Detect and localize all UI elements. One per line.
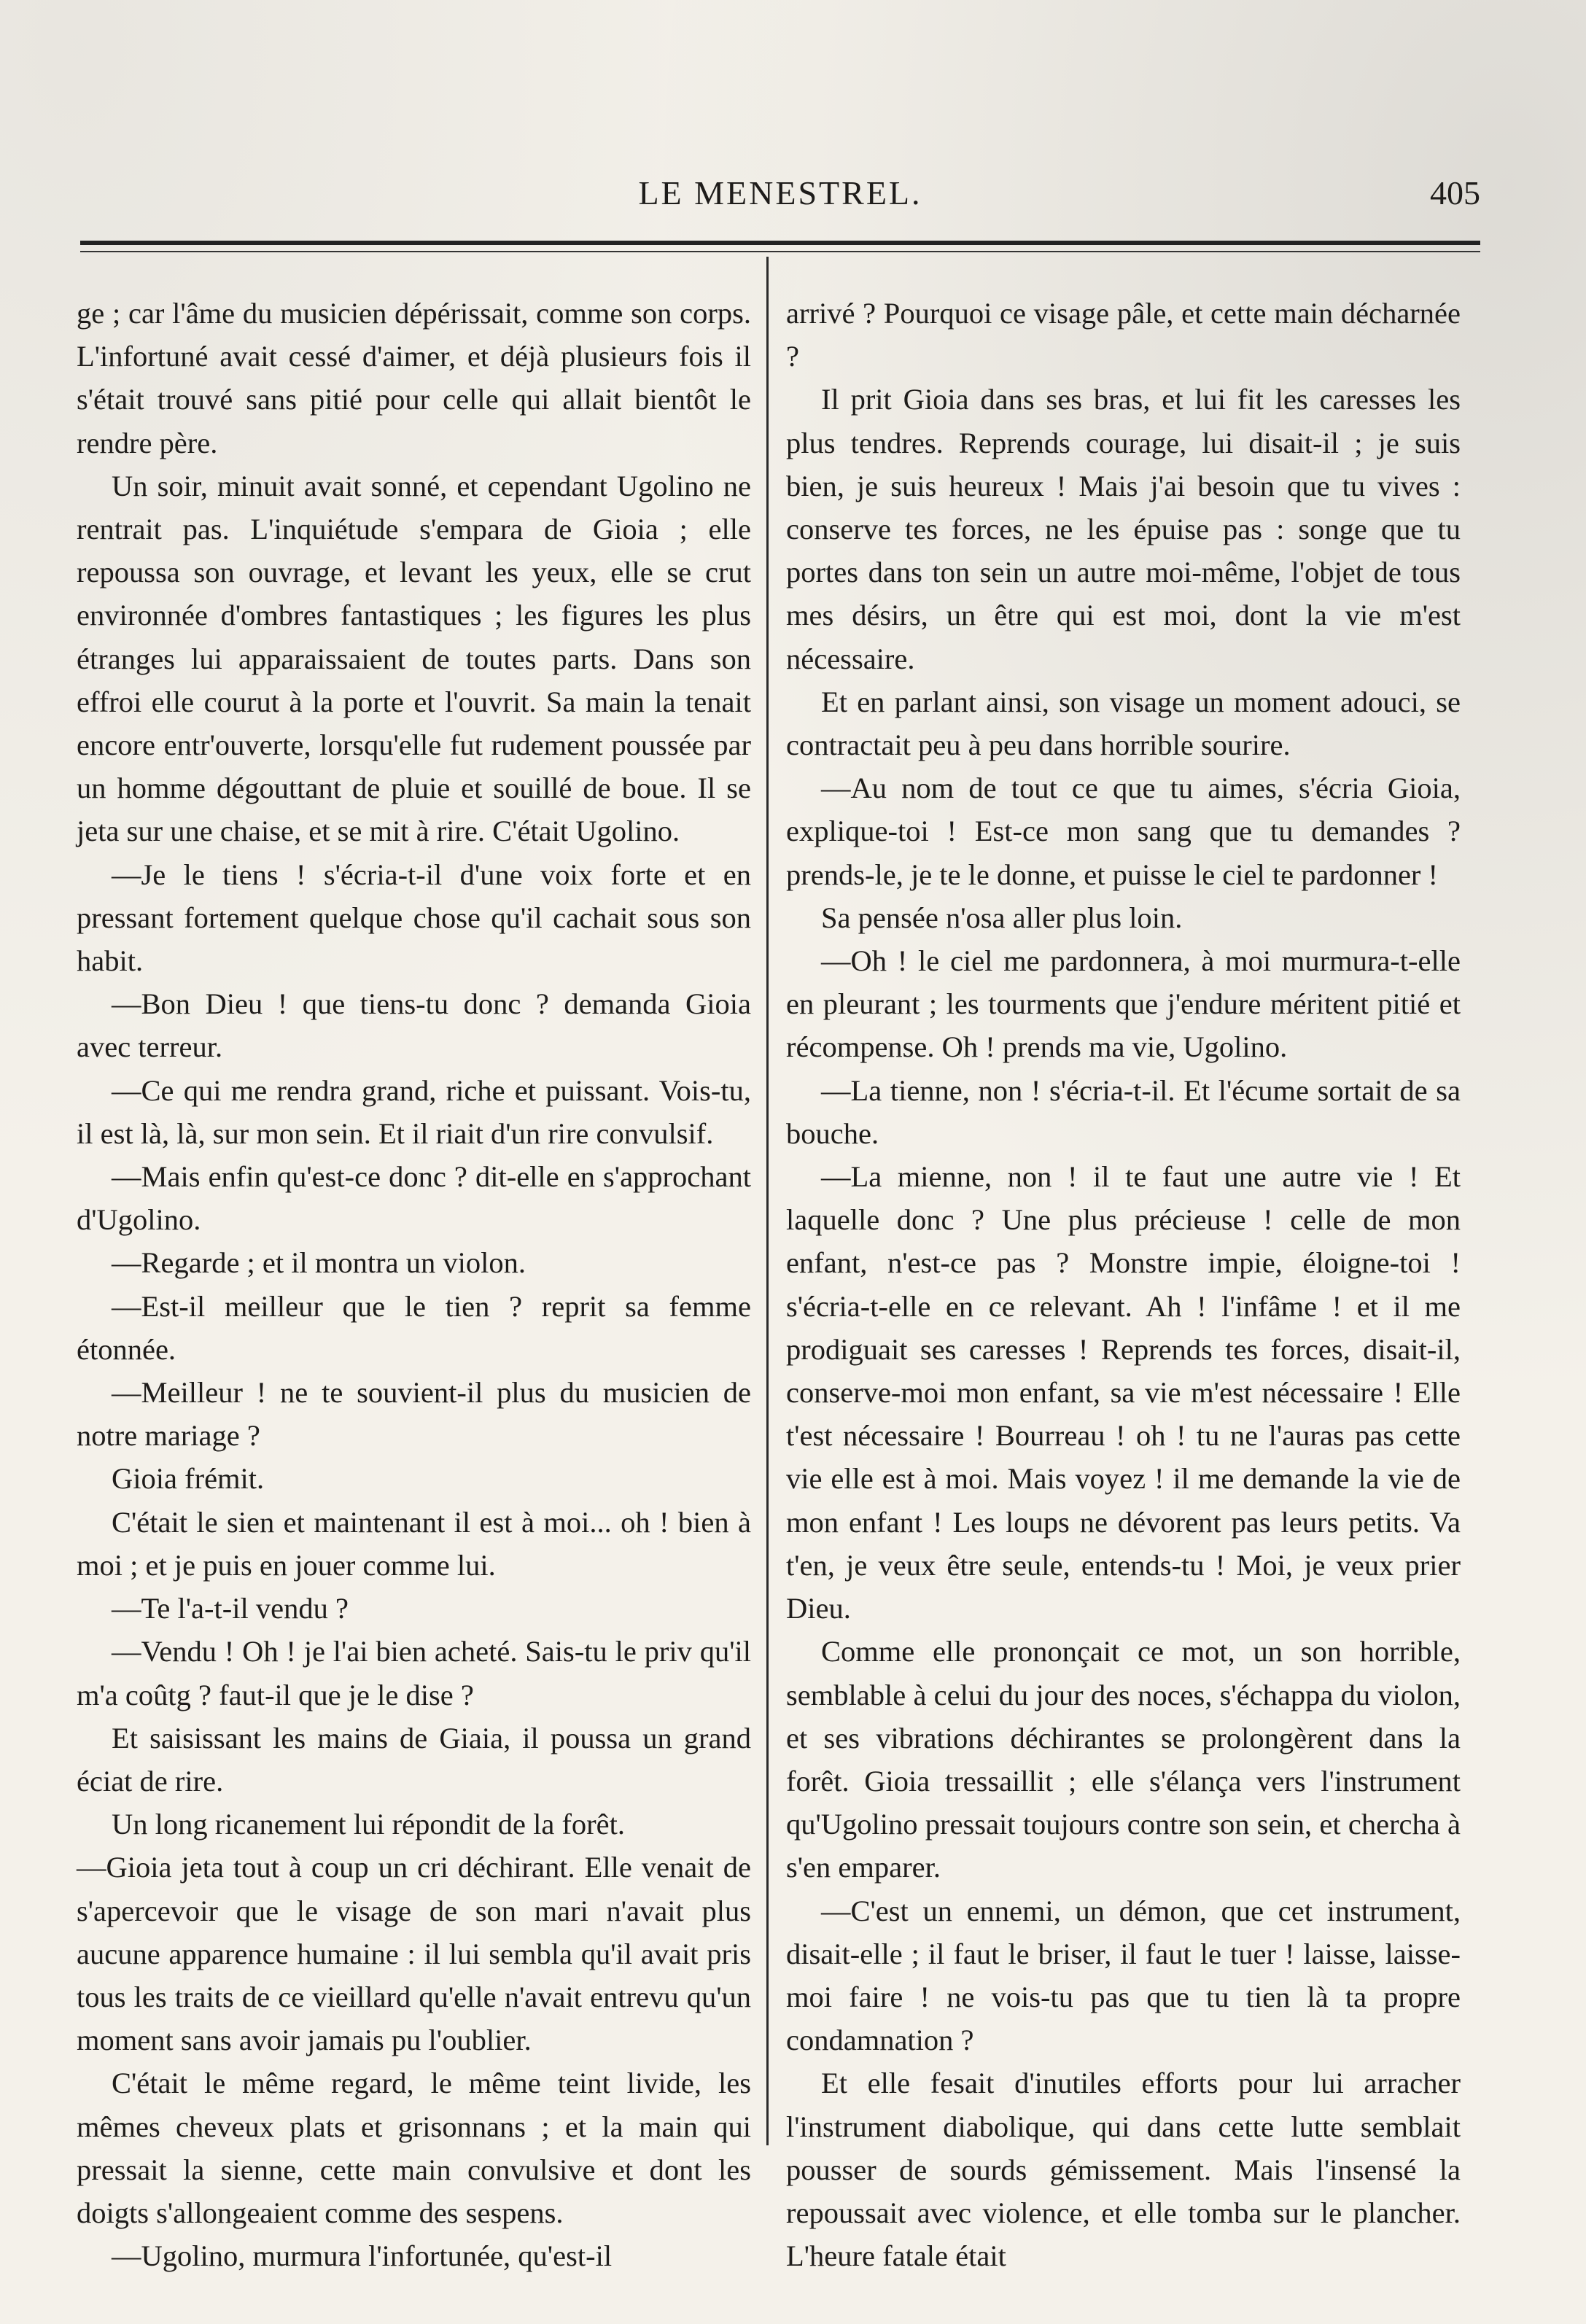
paragraph: —Meilleur ! ne te souvient-il plus du musicien de notre mariage ? bbox=[77, 1376, 751, 1453]
paragraph: —Mais enfin qu'est-ce donc ? dit-elle en s'approchant d'Ugolino. bbox=[77, 1160, 751, 1237]
header-rule-thin bbox=[80, 251, 1480, 252]
paragraph: Il prit Gioia dans ses bras, et lui fit les caresses les plus tendres. Reprends courage, lui disait-il ; je suis bien, je suis heureux ! Mais j'ai besoin que tu vives : conserve tes forces, ne les épuise pas : songe que tu portes dans ton sein un autre moi-même, l'objet de tous mes désirs, un être qui est moi, dont la vie m'est nécessaire. bbox=[786, 383, 1461, 675]
paragraph: arrivé ? Pourquoi ce visage pâle, et cette main décharnée ? bbox=[786, 297, 1461, 373]
paragraph: —Bon Dieu ! que tiens-tu donc ? demanda Gioia avec terreur. bbox=[77, 987, 751, 1064]
paragraph: Et saisissant les mains de Giaia, il poussa un grand éciat de rire. bbox=[77, 1721, 751, 1798]
paragraph: —Oh ! le ciel me pardonnera, à moi murmura-t-elle en pleurant ; les tourments que j'endure méritent pitié et récompense. Oh ! prends ma vie, Ugolino. bbox=[786, 944, 1461, 1064]
paragraph: —Ce qui me rendra grand, riche et puissant. Vois-tu, il est là, là, sur mon sein. Et il riait d'un rire convulsif. bbox=[77, 1073, 751, 1150]
paragraph: —Au nom de tout ce que tu aimes, s'écria Gioia, explique-toi ! Est-ce mon sang que tu demandes ? prends-le, je te le donne, et puisse le ciel te pardonner ! bbox=[786, 772, 1461, 891]
paragraph: —Gioia jeta tout à coup un cri déchirant. Elle venait de s'apercevoir que le visage de son mari n'avait plus aucune apparence humaine : il lui sembla qu'il avait pris tous les traits de ce vieillard qu'elle n'avait entrevu qu'un moment sans avoir jamais pu l'oublier. bbox=[77, 1851, 751, 2057]
header-rule-thick bbox=[80, 241, 1480, 245]
paragraph: Un long ricanement lui répondit de la forêt. bbox=[112, 1808, 626, 1841]
paragraph: —Ugolino, murmura l'infortunée, qu'est-il bbox=[112, 2239, 613, 2273]
right-column bbox=[786, 292, 1461, 2277]
paragraph: Un soir, minuit avait sonné, et cependant Ugolino ne rentrait pas. L'inquiétude s'empara de Gioia ; elle repoussa son ouvrage, et levant les yeux, elle se crut environnée d'ombres fantastiques ; les figures les plus étranges lui apparaissaient de toutes parts. Dans son effroi elle courut à la porte et l'ouvrit. Sa main la tenait encore entr'ouverte, lorsqu'elle fut rudement poussée par un homme dégouttant de pluie et souillé de boue. Il se jeta sur une chaise, et se mit à rire. C'était Ugolino. bbox=[77, 469, 751, 848]
left-column bbox=[77, 292, 751, 2277]
paragraph: —Je le tiens ! s'écria-t-il d'une voix forte et en pressant fortement quelque chose qu'il cachait sous son habit. bbox=[77, 858, 751, 978]
page-header bbox=[80, 174, 1480, 225]
paragraph: C'était le même regard, le même teint livide, les mêmes cheveux plats et grisonnans ; et la main qui pressait la sienne, cette main convulsive et dont les doigts s'allongeaient comme des sespens. bbox=[77, 2067, 751, 2229]
page-number: 405 bbox=[1430, 174, 1480, 211]
paragraph: —C'est un ennemi, un démon, que cet instrument, disait-elle ; il faut le briser, il faut le tuer ! laisse, laisse-moi faire ! ne vois-tu pas que tu tien là ta propre condamnation ? bbox=[786, 1894, 1461, 2057]
paragraph: Gioia frémit. bbox=[112, 1462, 265, 1496]
running-title: LE MENESTREL. bbox=[638, 174, 922, 211]
paragraph: Sa pensée n'osa aller plus loin. bbox=[821, 901, 1183, 934]
paragraph: —Te l'a-t-il vendu ? bbox=[112, 1592, 349, 1625]
paragraph: C'était le sien et maintenant il est à moi... oh ! bien à moi ; et je puis en jouer comme lui. bbox=[77, 1505, 751, 1582]
column-divider bbox=[766, 257, 769, 2145]
paragraph: Et en parlant ainsi, son visage un moment adouci, se contractait peu à peu dans horrible sourire. bbox=[786, 685, 1461, 762]
paragraph: Comme elle prononçait ce mot, un son horrible, semblable à celui du jour des noces, s'échappa du violon, et ses vibrations déchirantes se prolongèrent dans la forêt. Gioia tressaillit ; elle s'élança vers l'instrument qu'Ugolino pressait toujours contre son sein, et chercha à s'en emparer. bbox=[786, 1635, 1461, 1884]
paragraph: ge ; car l'âme du musicien dépérissait, comme son corps. L'infortuné avait cessé d'aimer, et déjà plusieurs fois il s'était trouvé sans pitié pour celle qui allait bientôt le rendre père. bbox=[77, 297, 751, 459]
paragraph: —La mienne, non ! il te faut une autre vie ! Et laquelle donc ? Une plus précieuse ! celle de mon enfant, n'est-ce pas ? Monstre impie, éloigne-toi ! s'écria-t-elle en ce relevant. Ah ! l'infâme ! et il me prodiguait ses caresses ! Reprends tes forces, disait-il, conserve-moi mon enfant, sa vie m'est nécessaire ! Elle t'est nécessaire ! Bourreau ! oh ! tu ne l'auras pas cette vie elle est à moi. Mais voyez ! il me demande la vie de mon enfant ! Les loups ne dévorent pas leurs petits. Va t'en, je veux être seule, entends-tu ! Moi, je veux prier Dieu. bbox=[786, 1160, 1461, 1625]
paragraph: Et elle fesait d'inutiles efforts pour lui arracher l'instrument diabolique, qui dans cette lutte semblait pousser de sourds gémissement. Mais l'insensé la repoussait avec violence, et elle tomba sur le plancher. L'heure fatale était bbox=[786, 2067, 1461, 2273]
paragraph: —La tienne, non ! s'écria-t-il. Et l'écume sortait de sa bouche. bbox=[786, 1073, 1461, 1150]
paragraph: —Est-il meilleur que le tien ? reprit sa femme étonnée. bbox=[77, 1289, 751, 1366]
paragraph: —Vendu ! Oh ! je l'ai bien acheté. Sais-tu le priv qu'il m'a coûtg ? faut-il que je le dise ? bbox=[77, 1635, 751, 1711]
paragraph: —Regarde ; et il montra un violon. bbox=[112, 1246, 526, 1280]
